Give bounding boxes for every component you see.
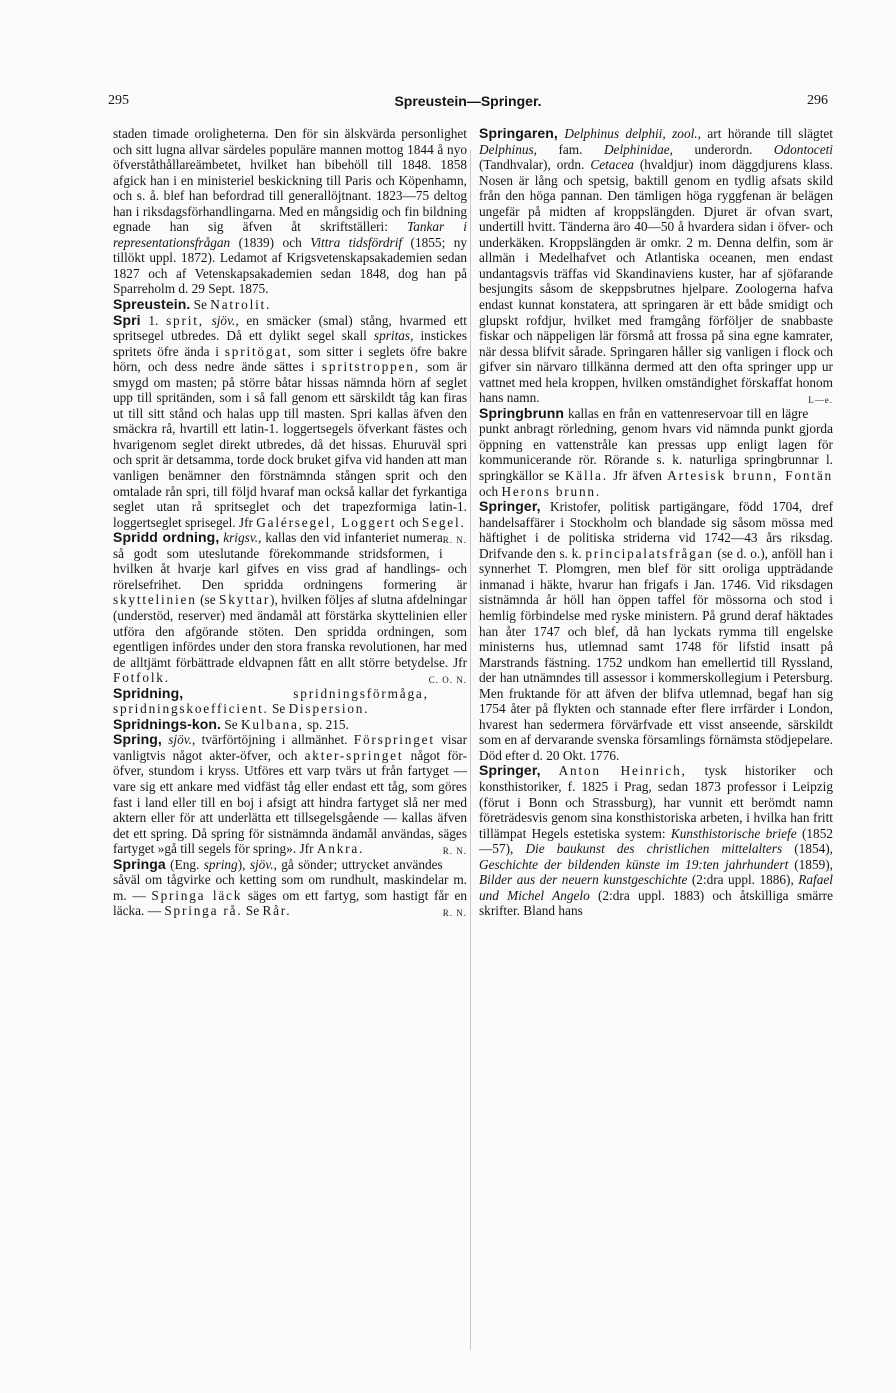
left-column xyxy=(113,126,467,1366)
entry-sparre-continuation: staden timade oroligheterna. Den för sin älskvärda personlighet och sitt lugna allvar särdeles populäre mannen mottog 1844 å nyo öfverståthållareämbetet, hvilket han bibehöll till 1848. 1858 afgick han i en ministeriel beskickning till Paris och Köpenhamn, och s. å. blef han befordrad till generallöjtnant. 1823—75 deltog han i riksdagsförhandlingarna. Med en mångsidig och fin bildning egnade han sig äfven åt skriftställeri: Tankar i representationsfrågan (1839) och Vittra tidsfördrif (1855; ny tillökt uppl. 1872). Ledamot af Krigsvetenskapsakademien sedan 1827 och af Vetenskapsakademien sedan 1848, dog han på Sparreholm d. 29 Sept. 1875. xyxy=(113,126,467,297)
entry-springer-kristofer: Springer, Kristofer, politisk partigängare, född 1704, dref handelsaffärer i Stockholm och blandade sig såsom mössa med häftighet i de politiska striderna vid 1742—43 års riksdag. Drifvande den s. k. principalatsfrågan (se d. o.), anföll han i synnerhet T. Plomgren, men blef för sitt oroliga uppträdande inmanad i häkte, hvarur han frigafs i Jan. 1746. Vid riksdagen sistnämnda år höll han öppen taffel för mössorna och stod i hemlig förbindelse med ryske ministern. På grund deraf häktades han åter 1747 och blef, då han lyckats rymma till engelske ministerns hus, utlemnad samt 1748 för lifstid insatt på Marstrands fästning. 1752 undkom han emellertid till Ryssland, der han utnämndes till assessor i kommerskollegium i Petersburg. Men fruktande för att äfven der blifva utlemnad, begaf han sig 1754 åter på flykten och stannade efter flere irrfärder i London, hvarest han sedermera förvärfvade ett visst anseende, särskildt som en af dervarande svenska församlings förnämsta stödjepelare. Död efter d. 20 Okt. 1776. xyxy=(479,498,833,763)
author-signature: R. N. xyxy=(442,908,467,919)
page-header xyxy=(108,93,828,123)
headword: Springa xyxy=(113,855,166,872)
page-number-right: 296 xyxy=(807,93,828,108)
author-signature: R. N. xyxy=(442,846,467,857)
headword: Spridning, xyxy=(113,684,184,701)
entry-spridning: Spridning, spridningsförmåga, spridningskoefficient. Se Dispersion. xyxy=(113,684,429,717)
entry-springer-anton: Springer, Anton Heinrich, tysk historiker och konsthistoriker, f. 1825 i Prag, sedan 1873 professor i Leipzig (förut i Bonn och Strassburg), har vunnit ett berömdt namn företrädesvis genom sina konsthistoriska arbeten, i hvilka han fritt tillämpat Hegels estetiska system: Kunsthistorische briefe (1852—57), Die baukunst des christlichen mittelalters (1854), Geschichte der bildenden künste im 19:ten jahrhundert (1859), Bilder aus der neuern kunstgeschichte (2:dra uppl. 1886), Rafael und Michel Angelo (2:dra uppl. 1883) och åtskilliga smärre skrifter. Bland hans xyxy=(479,762,833,919)
headword: Spring, xyxy=(113,731,162,748)
entry-spridd-ordning: Spridd ordning, krigsv., kallas den vid infanteriet numera så godt som uteslutande förekommande stridsformen, i hvilken åt hvarje karl gifves en viss grad af handlings- och rörelsefrihet. Den spridda ordningens formering är skyttelinien (se Skyttar), hvilken följes af slutna afdelningar (understöd, reserver) med ändamål att förstärka skyttelinien eller utföra den afgörande stöten. Den spridda ordningen, som egentligen infördes under den stora franska revolutionen, har med de alltjämt förbättrade eldvapnen fått en allt större betydelse. Jfr Fotfolk. C. O. N. xyxy=(113,530,467,685)
entry-springaren: Springaren, Delphinus delphii, zool., art hörande till slägtet Delphinus, fam. Delphinidae, underordn. Odontoceti (Tandhvalar), ordn. Cetacea (hvaldjur) inom däggdjurens klass. Nosen är lång och spetsig, baktill genom en tydlig afsats skild från den höga pannan. Den tämligen höga ryggfenan är belägen ungefär på midten af kroppslängden. Djuret är ofvan svart, undertill hvitt. Tänderna äro 40—50 å hvardera sidan i öfver- och underkäken. Kroppslängden är omkr. 2 m. Denna delfin, som är allmän i Medelhafvet och Atlantiska oceanen, men endast undantagsvis träffas vid Skandinaviens kuster, har af sjöfarande besjungits såsom de skeppsbrutnes hjelpare. Zoologerna hafva endast kunnat konstatera, att springaren är ett både smidigt och glupskt rofdjur, hvilket med framgång förföljer de snabbaste fiskar och näppeligen lär försmå att frossa på sina egne kamrater, när dessa blifvit sårade. Springaren håller sig vanligen i flock och gifver sin närvaro tillkänna dermed att den ofta springer upp ur vattnet med hela kroppen, hvilken omständighet förskaffat honom hans namn. L—e. xyxy=(479,126,833,406)
running-title: Spreustein—Springer. xyxy=(394,93,542,109)
author-signature: L—e. xyxy=(808,395,833,406)
author-signature: C. O. N. xyxy=(428,675,467,686)
headword: Springer, xyxy=(479,498,541,515)
entry-spring: Spring, sjöv., tvärförtöjning i allmänhet. Förspringet visar vanligtvis något akter-öfver, och akter-springet något för-öfver, stundom i kryss. Utföres ett varp tvärs ut från fartyget — vare sig ett ankare med vidfäst tåg eller endast ett tåg, som göres fast i land eller till en boj i afsigt att hindra fartyget slå ner med aktern eller för att underlätta ett tillsegelsgående — kallas äfven det ett spring. Då spring för sistnämnda ändamål användas, säges fartyget »gå till segels för spring». Jfr Ankra. R. N. xyxy=(113,732,467,856)
right-column xyxy=(479,126,833,1366)
headword: Springaren, xyxy=(479,126,558,141)
headword: Spreustein. xyxy=(113,296,191,313)
author-signature: R. N. xyxy=(442,535,467,546)
headword: Spri xyxy=(113,311,141,328)
column-divider xyxy=(470,150,471,1350)
headword: Springer, xyxy=(479,762,541,779)
headword: Spridd ordning, xyxy=(113,529,220,546)
entry-spreustein: Spreustein. Se Natrolit. xyxy=(113,296,272,313)
page-number-left: 295 xyxy=(108,93,129,108)
entry-spridnings-kon: Spridnings-kon. Se Kulbana, sp. 215. xyxy=(113,715,349,732)
entry-spri: Spri 1. sprit, sjöv., en smäcker (smal) stång, hvarmed ett spritsegel utbredes. Då ett dylikt segel skall spritas, instickes spritets öfre ända i spritögat, som sitter i seglets öfre bakre hörn, och dess nedre ände sättes i spritstroppen, som är smygd om masten; på större båtar hissas nämnda hörn af seglet upp till spritänden, som i så fall genom ett särskildt tåg kan firas ut till sitt stånd och halas upp till masten. Spri kallas äfven den smäckra rå, hvartill ett latin-1. loggertsegels öfverkant fästes och hvarigenom seglet direkt utbredes, då det hissas. Ehuruväl spri och sprit är detsamma, torde dock bruket gifva vid handen att man vanligen benämner den förstnämnda stången sprit och den omtalade rån spri, till följd hvaraf man också kallar det fyrkantiga seglet utan rå spritseglet och det trapezformiga latin-1. loggertseglet sprisegel. Jfr Galérsegel, Loggert och Segel. R. N. xyxy=(113,313,467,531)
entry-springbrunn: Springbrunn kallas en från en vattenreservoar till en lägre punkt anbragt rörledning, genom hvars vid nämnda punkt gjorda öppning en vattenstråle kan pressas upp enligt lagen för kommunicerande rör. Rörande s. k. naturliga springbrunnar l. springkällor se Källa. Jfr äfven Artesisk brunn, Fontän och Herons brunn. xyxy=(479,404,833,499)
headword: Springbrunn xyxy=(479,404,565,421)
headword: Spridnings-kon. xyxy=(113,715,222,732)
entry-springa: Springa (Eng. spring), sjöv., gå sönder; uttrycket användes såväl om tågvirke och ketting som om rundhult, maskindelar m. m. — Springa läck säges om ett fartyg, som hastigt får en läcka. — Springa rå. Se Rår. R. N. xyxy=(113,857,467,919)
